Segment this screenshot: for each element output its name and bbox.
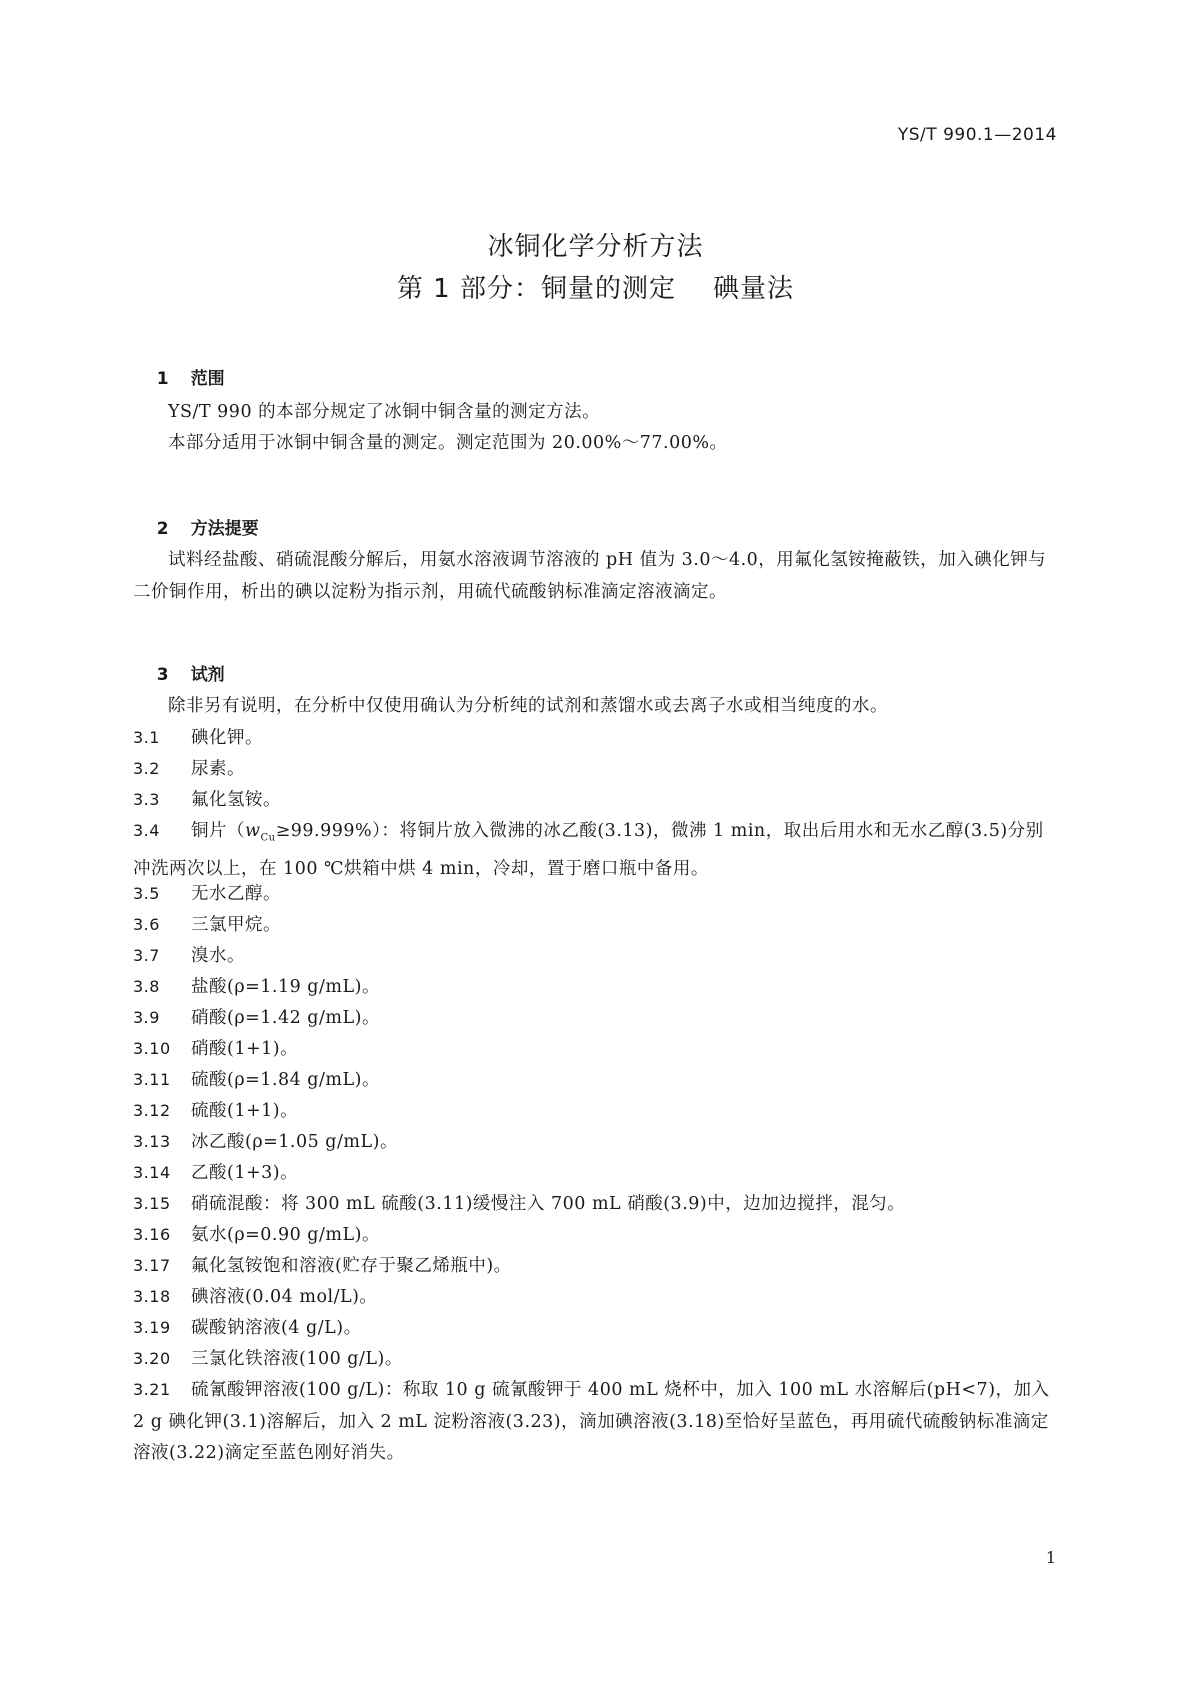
reagent-item: 3.17 氟化氢铵饱和溶液(贮存于聚乙烯瓶中)。 [133, 1256, 512, 1276]
section-number: 3 [156, 665, 169, 685]
reagent-item: 3.12 硫酸(1+1)。 [133, 1101, 299, 1121]
mass-fraction-subscript: Cu [260, 832, 276, 844]
reagent-item: 3.4 铜片$(w_{Cu}\ge 99.999\%)$：将铜片放入微沸的冰乙酸(3.13)，微沸 1 min，取出后用水和无水乙醇(3.5)分别冲洗两次以上，在 100 ℃烘箱中烘 4 min，冷却，置于磨口瓶中备用。 [133, 821, 1044, 879]
section-3-intro: 除非另有说明，在分析中仅使用确认为分析纯的试剂和蒸馏水或去离子水或相当纯度的水。 [168, 696, 888, 716]
reagent-item: 3.11 硫酸(ρ=1.84 g/mL)。 [133, 1070, 380, 1090]
section-1-paragraph-1: YS/T 990 的本部分规定了冰铜中铜含量的测定方法。 [168, 402, 601, 422]
reagent-item: 3.13 冰乙酸(ρ=1.05 g/mL)。 [133, 1132, 398, 1152]
mass-fraction-symbol: w [245, 821, 261, 841]
reagent-item: 3.14 乙酸(1+3)。 [133, 1163, 299, 1183]
reagent-item: 3.6 三氯甲烷。 [133, 915, 281, 935]
reagent-item: 3.21 硫氰酸钾溶液(100 g/L)：称取 10 g 硫氰酸钾于 400 mL 烧杯中，加入 100 mL 水溶解后(pH<7)，加入 2 g 碘化钾(3.1)溶解后，加入 2 mL 淀粉溶液(3.23)，滴加碘溶液(3.18)至恰好呈蓝色，再用硫代硫酸钠标准滴定溶液(3.22)滴定至蓝色刚好消失。 [133, 1380, 1050, 1463]
reagent-item: 3.3 氟化氢铵。 [133, 790, 281, 810]
reagent-item: 3.7 溴水。 [133, 946, 245, 966]
section-title: 范围 [190, 369, 225, 389]
reagent-item: 3.2 尿素。 [133, 759, 245, 779]
section-1-paragraph-2: 本部分适用于冰铜中铜含量的测定。测定范围为 20.00%～77.00%。 [168, 433, 728, 453]
reagent-item: 3.19 碳酸钠溶液(4 g/L)。 [133, 1318, 362, 1338]
reagent-item: 3.10 硝酸(1+1)。 [133, 1039, 299, 1059]
reagent-item: 3.20 三氯化铁溶液(100 g/L)。 [133, 1349, 403, 1369]
section-title: 方法提要 [190, 519, 259, 539]
standard-code: YS/T 990.1—2014 [897, 125, 1057, 145]
title-line-1: 冰铜化学分析方法 [487, 232, 704, 262]
document-title [0, 226, 1191, 310]
section-2-paragraph: 试料经盐酸、硝硫混酸分解后，用氨水溶液调节溶液的 pH 值为 3.0～4.0，用氟化氢铵掩蔽铁，加入碘化钾与二价铜作用，析出的碘以淀粉为指示剂，用硫代硫酸钠标准滴定溶液滴定。 [133, 550, 1047, 602]
page-number: 1 [1045, 1548, 1056, 1567]
reagent-item: 3.15 硝硫混酸：将 300 mL 硫酸(3.11)缓慢注入 700 mL 硝酸(3.9)中，边加边搅拌，混匀。 [133, 1194, 906, 1214]
reagent-item: 3.1 碘化钾。 [133, 728, 263, 748]
reagent-item: 3.5 无水乙醇。 [133, 884, 281, 904]
title-line-2: 第 1 部分：铜量的测定 碘量法 [396, 274, 795, 304]
reagent-item: 3.16 氨水(ρ=0.90 g/mL)。 [133, 1225, 380, 1245]
reagent-item: 3.9 硝酸(ρ=1.42 g/mL)。 [133, 1008, 380, 1028]
section-number: 2 [156, 519, 169, 539]
reagent-item: 3.8 盐酸(ρ=1.19 g/mL)。 [133, 977, 380, 997]
section-title: 试剂 [190, 665, 225, 685]
section-number: 1 [156, 369, 169, 389]
reagent-item: 3.18 碘溶液(0.04 mol/L)。 [133, 1287, 378, 1307]
